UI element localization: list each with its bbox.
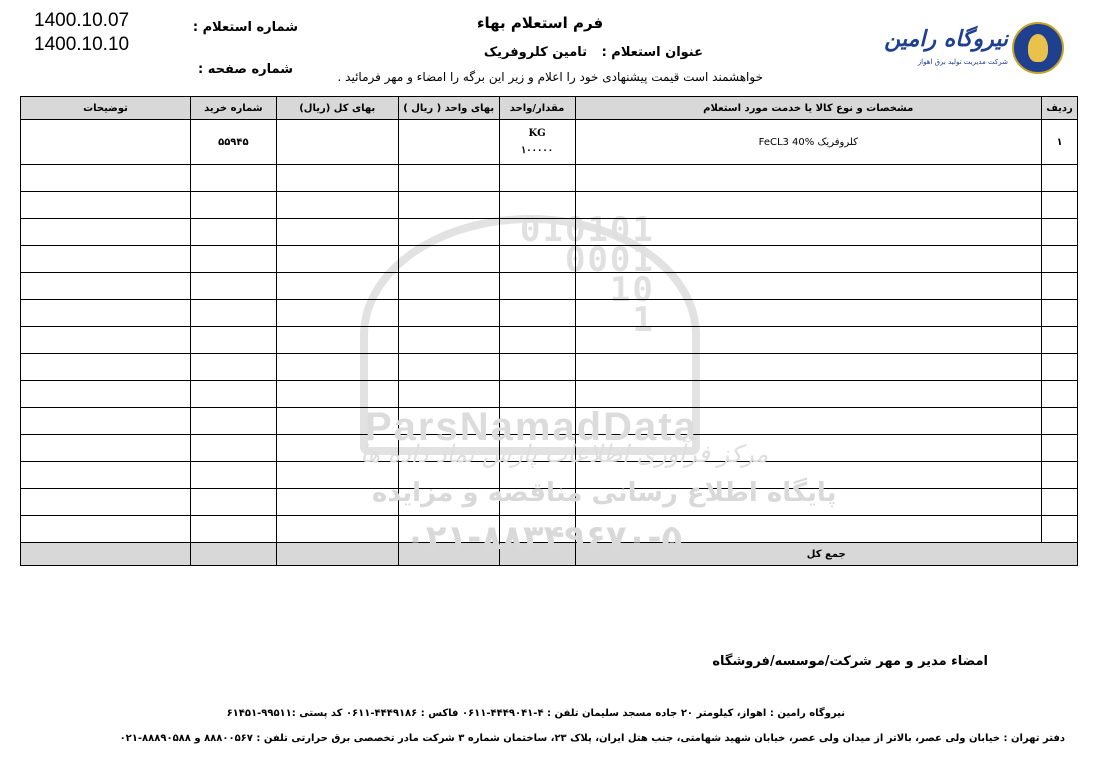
total-cell	[21, 543, 191, 566]
empty-cell	[276, 246, 398, 273]
empty-cell	[575, 408, 1041, 435]
inquiry-table	[20, 96, 1078, 566]
empty-cell	[276, 489, 398, 516]
empty-cell	[190, 300, 276, 327]
item-quantity	[499, 120, 575, 165]
empty-cell	[499, 381, 575, 408]
empty-cell	[398, 165, 499, 192]
table-row	[21, 327, 1078, 354]
empty-cell	[499, 219, 575, 246]
footer-address-tehran: دفتر تهران : خیابان ولی عصر، بالاتر از میدان ولی عصر، خیابان شهید شهامتی، جنب هتل ایران، پلاک ۲۳، ساختمان شماره ۳ شرکت مادر تخصصی برق حرارتی تلفن : ۸۸۸۰۰۵۶۷ و ۸۸۸۹۰۵۸۸-۰۲۱	[119, 733, 1065, 744]
empty-cell	[398, 435, 499, 462]
table-row	[21, 300, 1078, 327]
empty-cell	[276, 192, 398, 219]
empty-cell	[398, 273, 499, 300]
empty-cell	[575, 273, 1041, 300]
empty-cell	[276, 354, 398, 381]
table-row	[21, 462, 1078, 489]
empty-cell	[21, 165, 191, 192]
empty-cell	[1042, 354, 1078, 381]
watermark-bits-line: 1	[632, 300, 655, 340]
empty-cell	[1042, 381, 1078, 408]
empty-cell	[499, 246, 575, 273]
table-row	[21, 354, 1078, 381]
empty-cell	[575, 489, 1041, 516]
empty-cell	[21, 300, 191, 327]
empty-cell	[190, 219, 276, 246]
empty-cell	[575, 246, 1041, 273]
table-row	[21, 273, 1078, 300]
table-row	[21, 516, 1078, 543]
header-quantity: مقدار/واحد	[499, 97, 575, 120]
empty-cell	[575, 192, 1041, 219]
table-row	[21, 192, 1078, 219]
empty-cell	[21, 354, 191, 381]
empty-cell	[398, 327, 499, 354]
company-logo	[884, 8, 1070, 78]
item-amount: ۱۰۰۰۰۰	[520, 145, 554, 156]
item-description: کلروفریک FeCL3 40%	[575, 120, 1041, 165]
table-row	[21, 219, 1078, 246]
empty-cell	[190, 489, 276, 516]
item-unit: KG	[528, 128, 546, 139]
empty-cell	[575, 462, 1041, 489]
empty-cell	[398, 462, 499, 489]
empty-cell	[21, 219, 191, 246]
empty-cell	[499, 273, 575, 300]
empty-cell	[499, 354, 575, 381]
header-purchase-number: شماره خرید	[190, 97, 276, 120]
empty-cell	[1042, 219, 1078, 246]
empty-cell	[398, 219, 499, 246]
empty-cell	[575, 516, 1041, 543]
empty-cell	[276, 381, 398, 408]
watermark-phone: ۰۲۱-۸۸۳۴۹۶۷۰-۵	[405, 518, 683, 558]
watermark-brand: ParsNamadData	[365, 405, 698, 449]
total-label: جمع کل	[575, 543, 1077, 566]
empty-cell	[190, 246, 276, 273]
empty-cell	[276, 408, 398, 435]
row-number: ۱	[1042, 120, 1078, 165]
empty-cell	[499, 165, 575, 192]
table-header-row	[21, 97, 1078, 120]
header-row-number: ردیف	[1042, 97, 1078, 120]
empty-cell	[276, 219, 398, 246]
empty-cell	[499, 192, 575, 219]
inquiry-subject-label: عنوان استعلام :	[601, 45, 703, 60]
empty-cell	[398, 300, 499, 327]
empty-cell	[1042, 246, 1078, 273]
empty-cell	[190, 165, 276, 192]
empty-cell	[190, 381, 276, 408]
empty-cell	[276, 300, 398, 327]
item-notes	[21, 120, 191, 165]
table-row	[21, 246, 1078, 273]
ramin-emblem-icon	[1012, 22, 1064, 74]
empty-cell	[21, 435, 191, 462]
empty-cell	[190, 462, 276, 489]
empty-cell	[190, 327, 276, 354]
empty-cell	[499, 489, 575, 516]
empty-cell	[21, 381, 191, 408]
empty-cell	[190, 435, 276, 462]
empty-cell	[575, 435, 1041, 462]
empty-cell	[190, 354, 276, 381]
empty-cell	[398, 381, 499, 408]
table-row	[21, 489, 1078, 516]
empty-cell	[499, 435, 575, 462]
watermark-line-1: مرکز فرآوری اطلاعات پارس نماد داده ها	[360, 440, 769, 468]
table-total-row	[21, 543, 1078, 566]
empty-cell	[499, 462, 575, 489]
inquiry-number-label: شماره استعلام :	[192, 20, 298, 35]
empty-cell	[21, 408, 191, 435]
empty-cell	[276, 327, 398, 354]
empty-cell	[1042, 435, 1078, 462]
empty-cell	[575, 300, 1041, 327]
empty-cell	[190, 192, 276, 219]
empty-cell	[499, 327, 575, 354]
table-row	[21, 165, 1078, 192]
empty-cell	[575, 381, 1041, 408]
empty-cell	[1042, 408, 1078, 435]
inquiry-date-end: 1400.10.10	[34, 34, 130, 55]
watermark-bits-line: 010101	[520, 210, 655, 250]
empty-cell	[1042, 192, 1078, 219]
total-cell	[398, 543, 499, 566]
empty-cell	[276, 435, 398, 462]
empty-cell	[398, 192, 499, 219]
empty-cell	[21, 327, 191, 354]
header-unit-price: بهای واحد ( ریال )	[398, 97, 499, 120]
inquiry-subject	[484, 45, 703, 60]
header-total-price: بهای کل (ریال)	[276, 97, 398, 120]
empty-cell	[575, 165, 1041, 192]
empty-cell	[21, 273, 191, 300]
empty-cell	[1042, 327, 1078, 354]
table-row	[21, 381, 1078, 408]
total-cell	[276, 543, 398, 566]
header-notes: توضیحات	[21, 97, 191, 120]
empty-cell	[21, 516, 191, 543]
form-title: فرم استعلام بهاء	[476, 14, 604, 32]
empty-cell	[1042, 489, 1078, 516]
signature-line: امضاء مدیر و مهر شرکت/موسسه/فروشگاه	[712, 654, 988, 669]
empty-cell	[1042, 273, 1078, 300]
empty-cell	[21, 462, 191, 489]
empty-cell	[575, 354, 1041, 381]
inquiry-date-start: 1400.10.07	[34, 10, 130, 31]
footer-address-plant: نیروگاه رامین : اهواز، کیلومتر ۲۰ جاده مسجد سلیمان تلفن : ۴-۴۴۴۹۰۴۱-۰۶۱۱ فاکس : ۴۴۴۹۱۸۶-۰۶۱۱ کد پستی :۹۹۵۱۱-۶۱۴۵۱	[226, 708, 845, 719]
empty-cell	[276, 462, 398, 489]
empty-cell	[21, 489, 191, 516]
watermark-bits-line: 0001	[564, 240, 655, 280]
logo-name: نیروگاه رامین	[884, 26, 1008, 52]
empty-cell	[499, 408, 575, 435]
empty-cell	[499, 516, 575, 543]
logo-subtitle: شرکت مدیریت تولید برق اهواز	[917, 58, 1008, 66]
empty-cell	[398, 408, 499, 435]
item-total-price	[276, 120, 398, 165]
empty-cell	[575, 219, 1041, 246]
header-description: مشخصات و نوع کالا یا خدمت مورد استعلام	[575, 97, 1041, 120]
empty-cell	[276, 273, 398, 300]
empty-cell	[398, 354, 499, 381]
table-row	[21, 435, 1078, 462]
table-row	[21, 120, 1078, 165]
empty-cell	[398, 246, 499, 273]
total-cell	[499, 543, 575, 566]
page-number-label: شماره صفحه :	[198, 62, 293, 77]
empty-cell	[398, 489, 499, 516]
empty-cell	[1042, 300, 1078, 327]
empty-cell	[1042, 462, 1078, 489]
empty-cell	[276, 516, 398, 543]
inquiry-subject-value: تامین کلروفریک	[483, 45, 588, 60]
empty-cell	[190, 408, 276, 435]
empty-cell	[575, 327, 1041, 354]
empty-cell	[499, 300, 575, 327]
empty-cell	[21, 192, 191, 219]
watermark-bits-line: 10	[609, 270, 655, 310]
table-row	[21, 408, 1078, 435]
total-cell	[190, 543, 276, 566]
item-unit-price	[398, 120, 499, 165]
empty-cell	[190, 273, 276, 300]
empty-cell	[398, 516, 499, 543]
empty-cell	[190, 516, 276, 543]
empty-cell	[21, 246, 191, 273]
empty-cell	[276, 165, 398, 192]
purchase-number: ۵۵۹۴۵	[190, 120, 276, 165]
request-text: خواهشمند است قیمت پیشنهادی خود را اعلام و زیر این برگه را امضاء و مهر فرمائید .	[337, 70, 763, 84]
empty-cell	[1042, 165, 1078, 192]
watermark-line-2: پایگاه اطلاع رسانی مناقصه و مزایده	[372, 478, 837, 508]
empty-cell	[1042, 516, 1078, 543]
